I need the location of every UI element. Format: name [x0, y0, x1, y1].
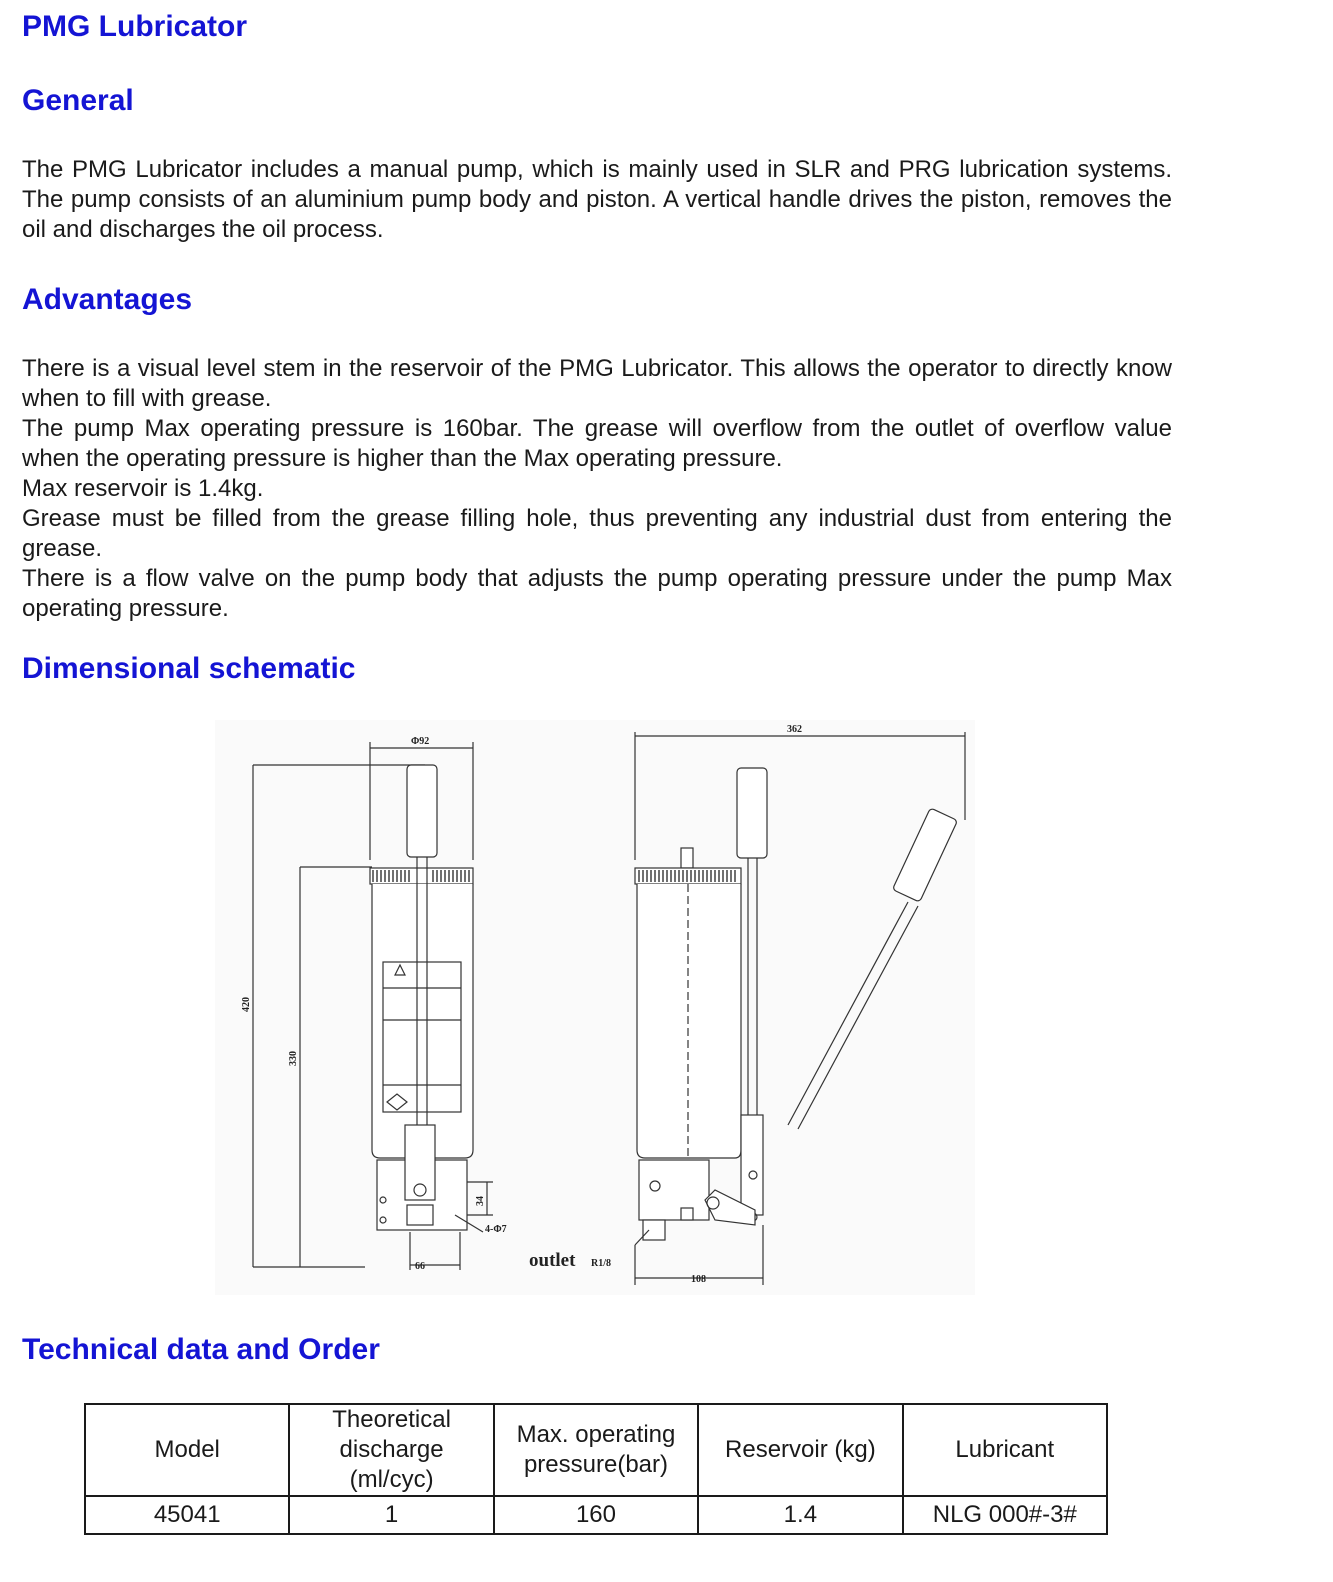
- dim-330: 330: [288, 1051, 299, 1066]
- advantage-item: There is a flow valve on the pump body that adjusts the pump operating pressure under the pump Max operating pressure.: [22, 565, 1172, 622]
- page-title: PMG Lubricator: [22, 10, 248, 43]
- advantage-item: The pump Max operating pressure is 160bar. The grease will overflow from the outlet of overflow value when the operating pressure is higher than the Max operating pressure.: [22, 415, 1172, 472]
- technical-data-table: [84, 1403, 1108, 1535]
- dimensional-schematic-drawing: [215, 720, 975, 1295]
- col-reservoir: Reservoir (kg): [698, 1404, 902, 1496]
- cell-reservoir: 1.4: [698, 1496, 902, 1534]
- schematic-heading: Dimensional schematic: [22, 652, 356, 685]
- advantage-item: Max reservoir is 1.4kg.: [22, 475, 264, 502]
- advantage-item: There is a visual level stem in the reservoir of the PMG Lubricator. This allows the operator to directly know when to fill with grease.: [22, 355, 1172, 412]
- drawing-background: [215, 720, 975, 1295]
- cell-model: 45041: [85, 1496, 289, 1534]
- col-pressure: Max. operating pressure(bar): [494, 1404, 698, 1496]
- col-model: Model: [85, 1404, 289, 1496]
- cell-pressure: 160: [494, 1496, 698, 1534]
- dim-362: 362: [787, 724, 802, 735]
- general-text: [22, 155, 1172, 245]
- table-row: [85, 1496, 1107, 1534]
- dim-108: 108: [691, 1274, 706, 1285]
- cell-lubricant: NLG 000#-3#: [903, 1496, 1107, 1534]
- dim-420: 420: [241, 997, 252, 1012]
- general-paragraph: The PMG Lubricator includes a manual pump, which is mainly used in SLR and PRG lubrication systems. The pump consists of an aluminium pump body and piston. A vertical handle drives the piston, removes the oil and discharges the oil process.: [22, 156, 1172, 243]
- dim-4-phi7: 4-Φ7: [485, 1224, 507, 1235]
- general-heading: General: [22, 84, 134, 117]
- outlet-thread: R1/8: [591, 1258, 611, 1269]
- outlet-label: outlet: [529, 1250, 576, 1271]
- advantages-text: [22, 354, 1172, 624]
- advantage-item: Grease must be filled from the grease filling hole, thus preventing any industrial dust from entering the grease.: [22, 505, 1172, 562]
- table-header-row: [85, 1404, 1107, 1496]
- dim-34: 34: [475, 1196, 486, 1206]
- dim-66: 66: [415, 1261, 425, 1272]
- dim-phi92: Φ92: [411, 736, 430, 747]
- technical-heading: Technical data and Order: [22, 1333, 380, 1366]
- cell-discharge: 1: [289, 1496, 493, 1534]
- col-discharge: Theoretical discharge (ml/cyc): [289, 1404, 493, 1496]
- advantages-heading: Advantages: [22, 283, 193, 316]
- col-lubricant: Lubricant: [903, 1404, 1107, 1496]
